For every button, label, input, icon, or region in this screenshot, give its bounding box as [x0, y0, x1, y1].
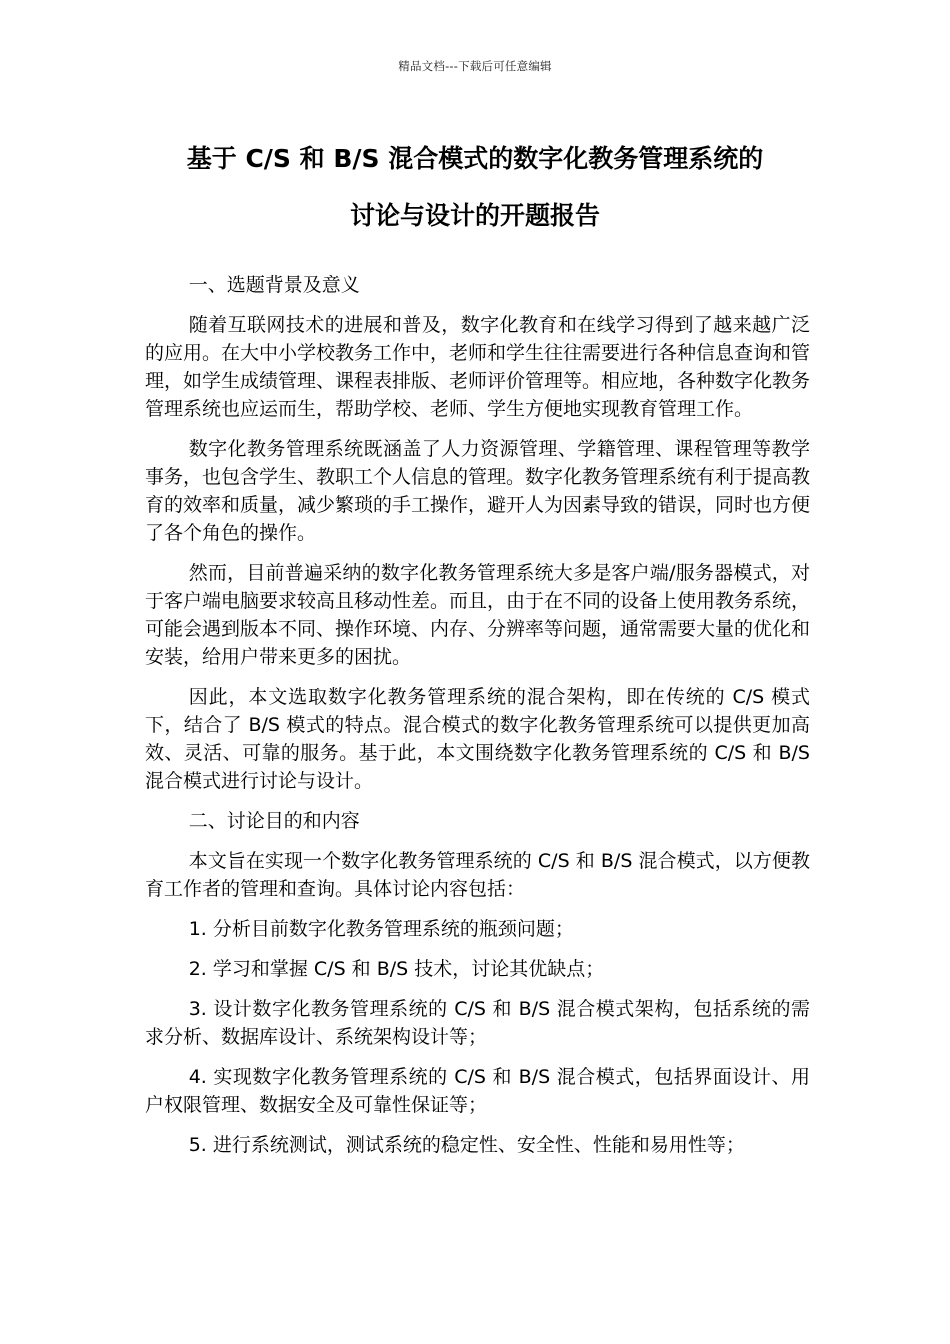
paragraph: 因此，本文选取数字化教务管理系统的混合架构，即在传统的 C/S 模式下，结合了 B/S 模式的特点。混合模式的数字化教务管理系统可以提供更加高效、灵活、可靠的服务。基于此，本文围绕数字化教务管理系统的 C/S 和 B/S 混合模式进行讨论与设计。 [145, 686, 810, 792]
paragraph: 随着互联网技术的进展和普及，数字化教育和在线学习得到了越来越广泛的应用。在大中小学校教务工作中，老师和学生往往需要进行各种信息查询和管理，如学生成绩管理、课程表排版、老师评价管理等。相应地，各种数字化教务管理系统也应运而生，帮助学校、老师、学生方便地实现教育管理工作。 [145, 314, 811, 420]
title-line-1: 基于 C/S 和 B/S 混合模式的数字化教务管理系统的 [186, 144, 764, 173]
list-item: 1. 分析目前数字化教务管理系统的瓶颈问题； [188, 918, 574, 940]
document-title [145, 130, 805, 244]
list-item: 3. 设计数字化教务管理系统的 C/S 和 B/S 混合模式架构，包括系统的需求分析、数据库设计、系统架构设计等； [145, 998, 810, 1048]
section-heading-background: 一、选题背景及意义 [188, 274, 360, 296]
document-body [145, 271, 810, 1171]
paragraph: 然而，目前普遍采纳的数字化教务管理系统大多是客户端/服务器模式，对于客户端电脑要求较高且移动性差。而且，由于在不同的设备上使用教务系统，可能会遇到版本不同、操作环境、内存、分辨率等问题，通常需要大量的优化和安装，给用户带来更多的困扰。 [145, 562, 811, 668]
paragraph: 本文旨在实现一个数字化教务管理系统的 C/S 和 B/S 混合模式，以方便教育工作者的管理和查询。具体讨论内容包括： [145, 850, 810, 900]
paragraph: 数字化教务管理系统既涵盖了人力资源管理、学籍管理、课程管理等教学事务，也包含学生、教职工个人信息的管理。数字化教务管理系统有利于提高教育的效率和质量，减少繁琐的手工操作，避开人为因素导致的错误，同时也方便了各个角色的操作。 [145, 438, 811, 544]
section-heading-objectives: 二、讨论目的和内容 [188, 810, 360, 832]
header-note: 精品文档---下载后可任意编辑 [398, 59, 552, 73]
title-line-2: 讨论与设计的开题报告 [349, 201, 600, 230]
list-item: 2. 学习和掌握 C/S 和 B/S 技术，讨论其优缺点； [188, 958, 605, 980]
list-item: 4. 实现数字化教务管理系统的 C/S 和 B/S 混合模式，包括界面设计、用户权限管理、数据安全及可靠性保证等； [145, 1066, 810, 1116]
list-item: 5. 进行系统测试，测试系统的稳定性、安全性、性能和易用性等； [188, 1134, 745, 1156]
